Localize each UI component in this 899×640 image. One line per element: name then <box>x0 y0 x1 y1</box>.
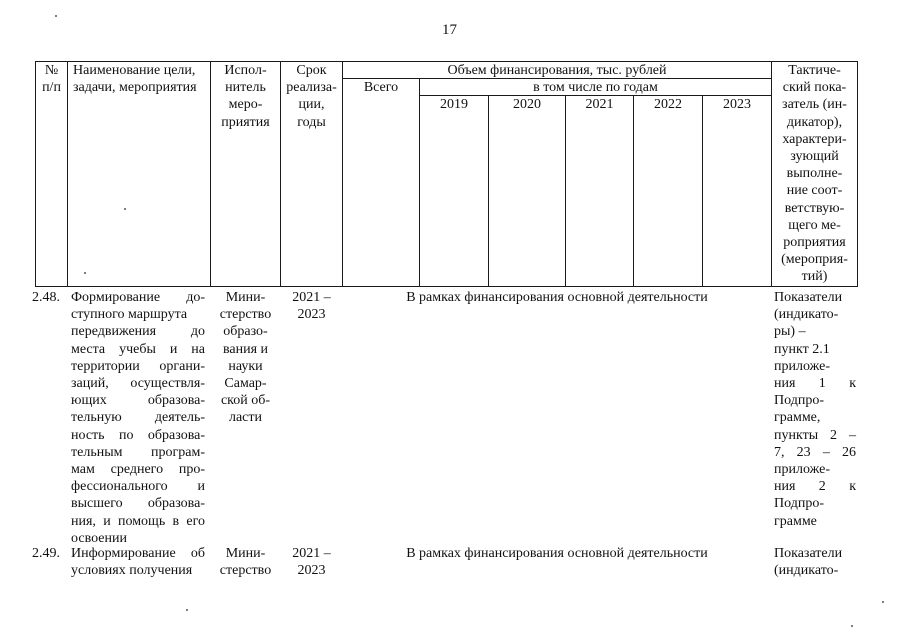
row-name-line: тельным програм- <box>71 444 205 460</box>
header-indicator-line: ветствую- <box>784 200 845 216</box>
row-period-line: 2023 <box>297 563 326 579</box>
col-divider-2021 <box>633 95 634 287</box>
header-period-line: Срок <box>296 63 327 78</box>
col-divider-2022 <box>702 95 703 287</box>
row-name-line: ступного маршрута <box>71 307 188 323</box>
header-funding: Объем финансирования, тыс. рублей <box>447 63 667 78</box>
header-name-line: задачи, мероприятия <box>73 80 197 96</box>
row-name-line: ющих образова- <box>71 393 205 409</box>
row-name-line: места учебы и на <box>71 341 205 357</box>
header-number-line: п/п <box>42 80 61 96</box>
row-executor-line: Мини- <box>225 290 266 305</box>
row-funding: В рамках финансирования основной деятельности <box>406 546 708 561</box>
header-indicator-line: Тактиче- <box>788 63 841 78</box>
row-executor <box>210 545 281 579</box>
scan-speck <box>55 15 57 17</box>
row-executor-line: науки <box>228 358 263 374</box>
header-indicator-line: ский пока- <box>782 80 847 96</box>
row-indicator-line: 7, 23 – 26 <box>774 444 856 460</box>
row-executor <box>210 289 281 427</box>
row-funding: В рамках финансирования основной деятельности <box>406 290 708 305</box>
row-name-line: фессионального и <box>71 479 205 495</box>
row-name <box>71 289 205 547</box>
header-indicator-line: зующий <box>790 149 839 165</box>
header-executor-line: нитель <box>225 80 266 96</box>
row-name-line: условиях получения <box>71 563 193 579</box>
header-by-years: в том числе по годам <box>533 80 658 95</box>
row-name-line: высшего образова- <box>71 496 205 512</box>
row-period <box>280 289 343 323</box>
row-number: 2.49. <box>32 546 60 561</box>
header-period-line: реализа- <box>286 80 337 96</box>
row-name-line: ния, и помощь в его <box>71 513 205 529</box>
header-total: Всего <box>363 80 399 95</box>
row-executor-line: вания и <box>222 341 269 357</box>
row-name-line: ность по образова- <box>71 427 205 443</box>
header-year-2020: 2020 <box>513 97 541 112</box>
header-indicator-line: выполне- <box>786 166 843 182</box>
header-period <box>280 62 343 131</box>
row-executor-line: стерство <box>219 563 272 579</box>
scan-speck <box>186 609 188 611</box>
header-executor <box>210 62 281 131</box>
header-name <box>73 62 197 96</box>
col-divider-2019 <box>488 95 489 287</box>
scan-speck <box>84 272 86 274</box>
row-executor-line: Мини- <box>225 546 266 561</box>
row-indicator-line: Подпро- <box>774 496 824 512</box>
row-indicator-line: ры) – <box>774 324 806 340</box>
row-name-line: передвижения до <box>71 324 205 340</box>
row-indicator-line: Показатели <box>774 290 843 305</box>
row-indicator <box>774 289 856 530</box>
header-indicator-line: характери- <box>782 131 847 147</box>
row-name <box>71 545 205 579</box>
header-executor-line: приятия <box>221 114 270 130</box>
row-name-line: мам среднего про- <box>71 462 205 478</box>
header-number-line: № <box>44 63 59 78</box>
row-period-line: 2021 – <box>292 290 331 305</box>
row-executor-line: Самар- <box>224 376 267 392</box>
header-year-2019: 2019 <box>440 97 468 112</box>
row-indicator-line: грамме, <box>774 410 821 426</box>
header-year-2021: 2021 <box>585 97 614 112</box>
row-executor-line: ласти <box>228 410 263 426</box>
scan-speck <box>882 601 884 603</box>
row-name-line: заций, осуществля- <box>71 376 205 392</box>
header-indicator-line: ние соот- <box>786 183 843 199</box>
row-indicator-line: пункты 2 – <box>774 427 856 443</box>
header-executor-line: меро- <box>228 97 263 113</box>
header-period-line: ции, <box>298 97 325 113</box>
row-name-line: тельную деятель- <box>71 410 205 426</box>
header-year-2023: 2023 <box>723 97 751 112</box>
row-indicator-line: (индикато- <box>774 563 839 579</box>
header-indicator-line: щего ме- <box>788 217 841 233</box>
row-executor-line: образо- <box>223 324 268 340</box>
scan-speck <box>124 208 126 210</box>
header-indicator-line: затель (ин- <box>782 97 847 113</box>
scan-speck <box>851 625 853 627</box>
header-indicator <box>771 62 858 286</box>
header-name-line: Наименование цели, <box>73 63 196 78</box>
row-indicator-line: ния 2 к <box>774 479 856 495</box>
row-indicator-line: (индикато- <box>774 307 839 323</box>
row-indicator-line: грамме <box>774 513 817 529</box>
row-number: 2.48. <box>32 290 60 305</box>
row-period-line: 2021 – <box>292 546 331 561</box>
page-number: 17 <box>442 22 457 38</box>
row-period <box>280 545 343 579</box>
header-number <box>35 62 68 96</box>
row-period-line: 2023 <box>297 307 326 323</box>
row-indicator-line: приложе- <box>774 462 830 478</box>
row-indicator-line: Показатели <box>774 546 843 561</box>
row-indicator-line: ния 1 к <box>774 376 856 392</box>
row-indicator-line: Подпро- <box>774 393 824 409</box>
row-name-line: территории органи- <box>71 358 205 374</box>
row-executor-line: стерство <box>219 307 272 323</box>
header-year-2022: 2022 <box>654 97 682 112</box>
row-indicator-line: пункт 2.1 <box>774 341 830 357</box>
row-name-line: Информирование об <box>71 546 205 561</box>
row-name-line: освоении <box>71 530 127 546</box>
header-period-line: годы <box>297 114 326 130</box>
row-name-line: Формирование до- <box>71 290 205 305</box>
header-bottom-rule <box>35 286 858 287</box>
header-indicator-line: дикатор), <box>786 114 843 130</box>
row-indicator <box>774 545 856 579</box>
header-executor-line: Испол- <box>224 63 267 78</box>
header-indicator-line: роприятия <box>783 235 846 251</box>
header-indicator-line: (мероприя- <box>781 252 848 268</box>
row-executor-line: ской об- <box>220 393 271 409</box>
row-indicator-line: приложе- <box>774 358 830 374</box>
col-divider-2020 <box>565 95 566 287</box>
header-indicator-line: тий) <box>801 269 828 285</box>
